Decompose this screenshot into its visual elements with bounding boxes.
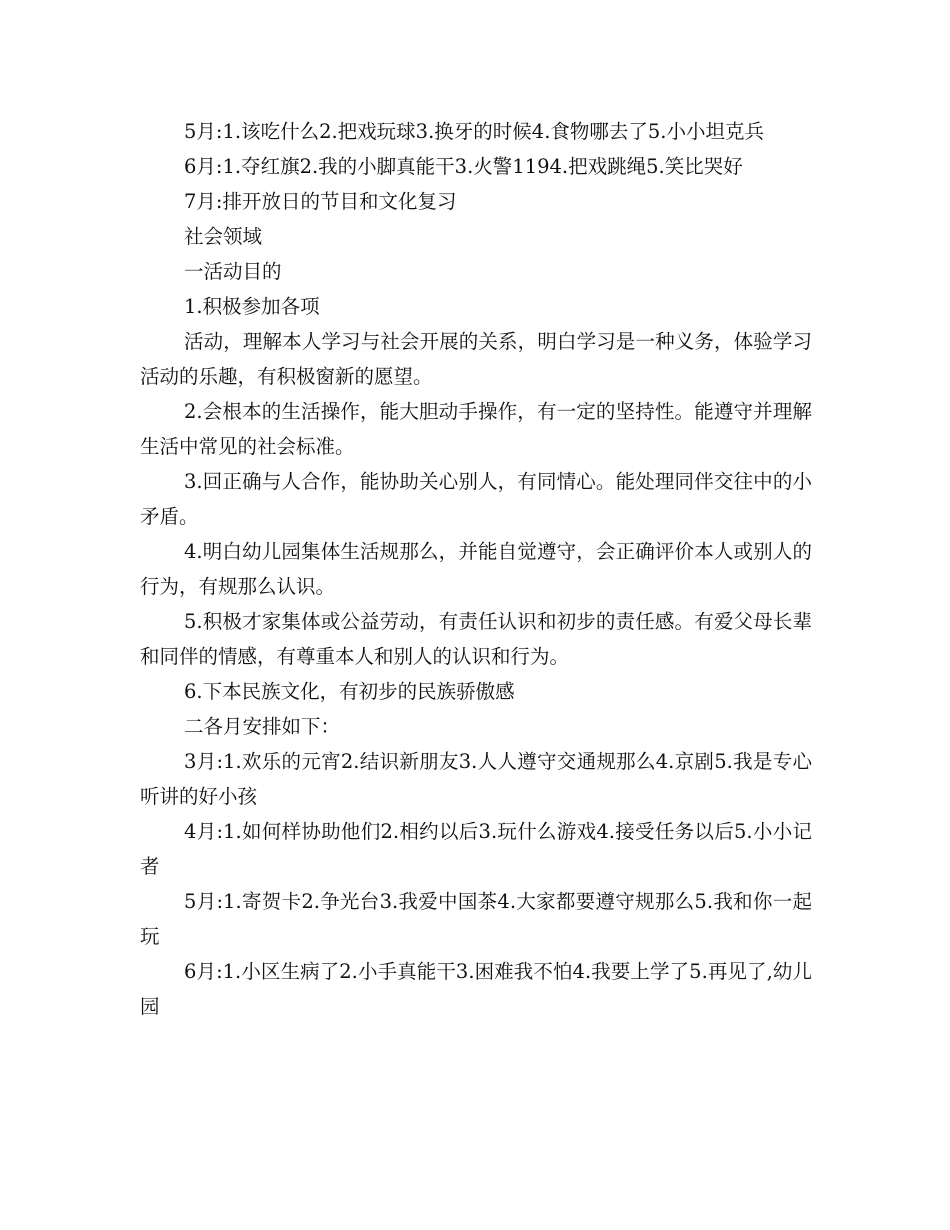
goal-item-5: 5.积极才家集体或公益劳动，有责任认识和初步的责任感。有爱父母长辈和同伴的情感，有尊重本人和别人的认识和行为。 bbox=[140, 610, 812, 668]
plan-march: 3月:1.欢乐的元宵2.结识新朋友3.人人遵守交通规那么4.京剧5.我是专心听讲的好小孩 bbox=[140, 750, 812, 808]
goal-item-6: 6.下本民族文化，有初步的民族骄傲感 bbox=[184, 680, 515, 703]
section-heading-social: 社会领域 bbox=[184, 225, 263, 248]
goal-item-1: 1.积极参加各项 bbox=[184, 295, 320, 318]
plan-june: 6月:1.小区生病了2.小手真能干3.困难我不怕4.我要上学了5.再见了,幼儿园 bbox=[140, 960, 812, 1018]
goal-item-1-detail: 活动，理解本人学习与社会开展的关系，明白学习是一种义务，体验学习活动的乐趣，有积极窗新的愿望。 bbox=[140, 330, 812, 388]
plan-may: 5月:1.寄贺卡2.争光台3.我爱中国茶4.大家都要遵守规那么5.我和你一起玩 bbox=[140, 890, 812, 948]
paragraph-june-health: 6月:1.夺红旗2.我的小脚真能干3.火警1194.把戏跳绳5.笑比哭好 bbox=[184, 155, 743, 178]
goal-item-3: 3.回正确与人合作，能协助关心别人，有同情心。能处理同伴交往中的小矛盾。 bbox=[140, 470, 812, 528]
goal-item-2: 2.会根本的生活操作，能大胆动手操作，有一定的坚持性。能遵守并理解生活中常见的社会标准。 bbox=[140, 400, 812, 458]
document-body bbox=[140, 114, 812, 1024]
paragraph-may-health: 5月:1.该吃什么2.把戏玩球3.换牙的时候4.食物哪去了5.小小坦克兵 bbox=[184, 120, 765, 143]
paragraph-july: 7月:排开放日的节目和文化复习 bbox=[184, 190, 457, 213]
goal-item-4: 4.明白幼儿园集体生活规那么，并能自觉遵守，会正确评价本人或别人的行为，有规那么认识。 bbox=[140, 540, 812, 598]
subheading-activity-goals: 一活动目的 bbox=[184, 260, 282, 283]
plan-april: 4月:1.如何样协助他们2.相约以后3.玩什么游戏4.接受任务以后5.小小记者 bbox=[140, 820, 812, 878]
subheading-monthly-plan: 二各月安排如下： bbox=[184, 715, 341, 738]
